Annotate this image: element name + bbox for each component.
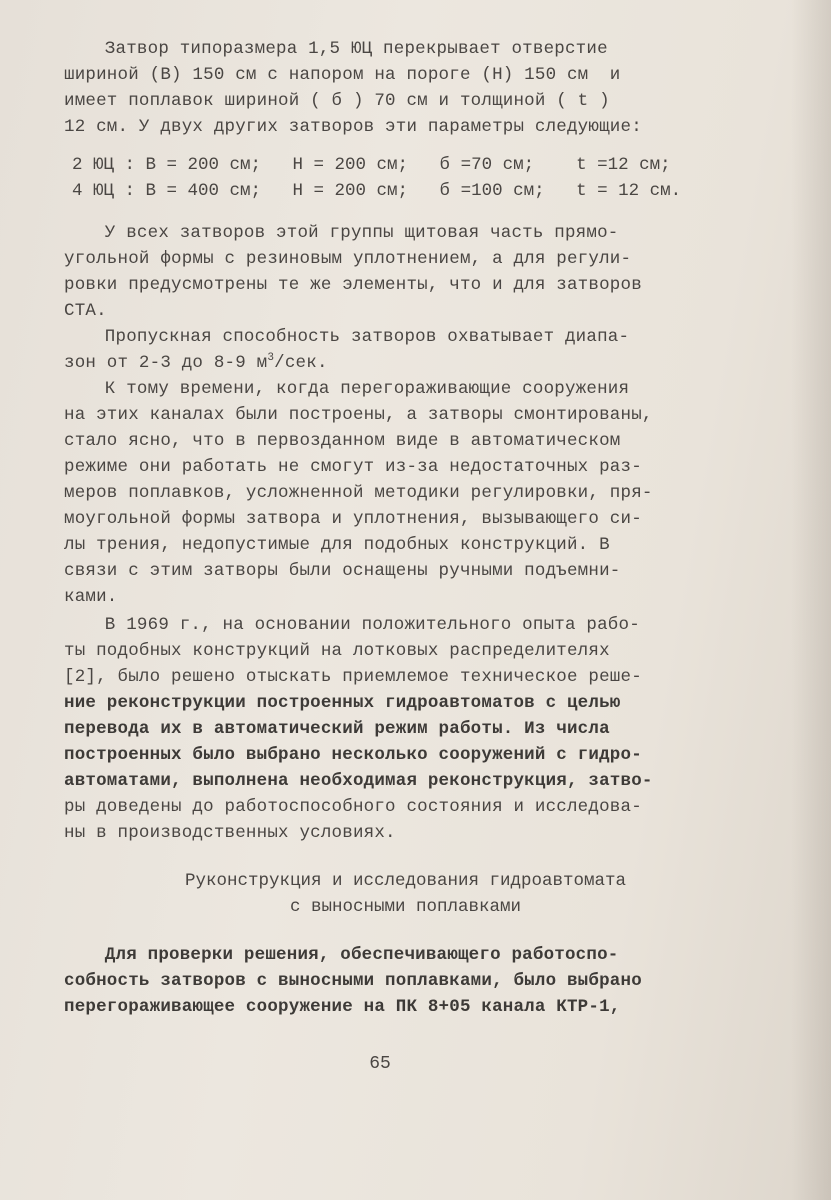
text-line: собность затворов с выносными поплавками, было выбрано — [64, 971, 642, 991]
text-line: Затвор типоразмера 1,5 ЮЦ перекрывает отверстие — [62, 39, 608, 59]
section-heading-line-1: Руконструкция и исследования гидроавтомата — [184, 871, 627, 891]
text-line: Пропускная способность затворов охватывает диапа- — [62, 327, 630, 347]
text-line: ры доведены до работоспособного состояния и исследова- — [64, 797, 642, 817]
text-line: У всех затворов этой группы щитовая часть прямо- — [62, 223, 619, 243]
text-line: ны в производственных условиях. — [64, 823, 396, 843]
text-line: [2], было решено отыскать приемлемое техническое реше- — [64, 667, 642, 687]
text-line: автоматами, выполнена необходимая реконструкция, затво- — [64, 771, 653, 791]
text-line: перегораживающее сооружение на ПК 8+05 канала КТР-1, — [64, 997, 621, 1017]
text-line: ками. — [64, 587, 118, 607]
text-line: меров поплавков, усложненной методики регулировки, пря- — [64, 483, 653, 503]
text-line — [64, 350, 328, 376]
text-line: связи с этим затворы были оснащены ручными подъемни- — [64, 561, 621, 581]
page-edge-shadow — [791, 0, 831, 1200]
text-line: ние реконструкции построенных гидроавтоматов с целью — [64, 693, 621, 713]
dimension-line-4yc: 4 ЮЦ : В = 400 см; Н = 200 см; б =100 см; t = 12 см. — [72, 181, 682, 201]
text-line: К тому времени, когда перегораживающие сооружения — [62, 379, 630, 399]
text-line: В 1969 г., на основании положительного опыта рабо- — [62, 615, 640, 635]
text-line: ровки предусмотрены те же элементы, что и для затворов — [64, 275, 642, 295]
flow-range-text: зон от 2-3 до 8-9 м — [64, 353, 268, 373]
text-line: перевода их в автоматический режим работы. Из числа — [64, 719, 610, 739]
cubic-exponent: 3 — [267, 352, 275, 365]
text-line: моугольной формы затвора и уплотнения, вызывающего си- — [64, 509, 642, 529]
text-line: угольной формы с резиновым уплотнением, а для регули- — [64, 249, 632, 269]
dimension-line-2yc: 2 ЮЦ : В = 200 см; Н = 200 см; б =70 см; t =12 см; — [72, 155, 671, 175]
text-line: на этих каналах были построены, а затворы смонтированы, — [64, 405, 653, 425]
text-line: ты подобных конструкций на лотковых распределителях — [64, 641, 610, 661]
section-heading-line-2: с выносными поплавками — [289, 897, 522, 917]
text-line: лы трения, недопустимые для подобных конструкций. В — [64, 535, 610, 555]
text-line: 12 см. У двух других затворов эти параметры следующие: — [64, 117, 642, 137]
text-line: режиме они работать не смогут из-за недостаточных раз- — [64, 457, 642, 477]
text-line: стало ясно, что в первозданном виде в автоматическом — [64, 431, 621, 451]
flow-unit-text: /сек. — [274, 353, 328, 373]
text-line: Для проверки решения, обеспечивающего работоспо- — [62, 945, 619, 965]
text-line: построенных было выбрано несколько сооружений с гидро- — [64, 745, 642, 765]
text-line: СТА. — [64, 301, 107, 321]
text-line: имеет поплавок шириной ( б ) 70 см и толщиной ( t ) — [64, 91, 610, 111]
page-number: 65 — [369, 1054, 391, 1074]
text-line: шириной (В) 150 см с напором на пороге (Н) 150 см и — [64, 65, 621, 85]
